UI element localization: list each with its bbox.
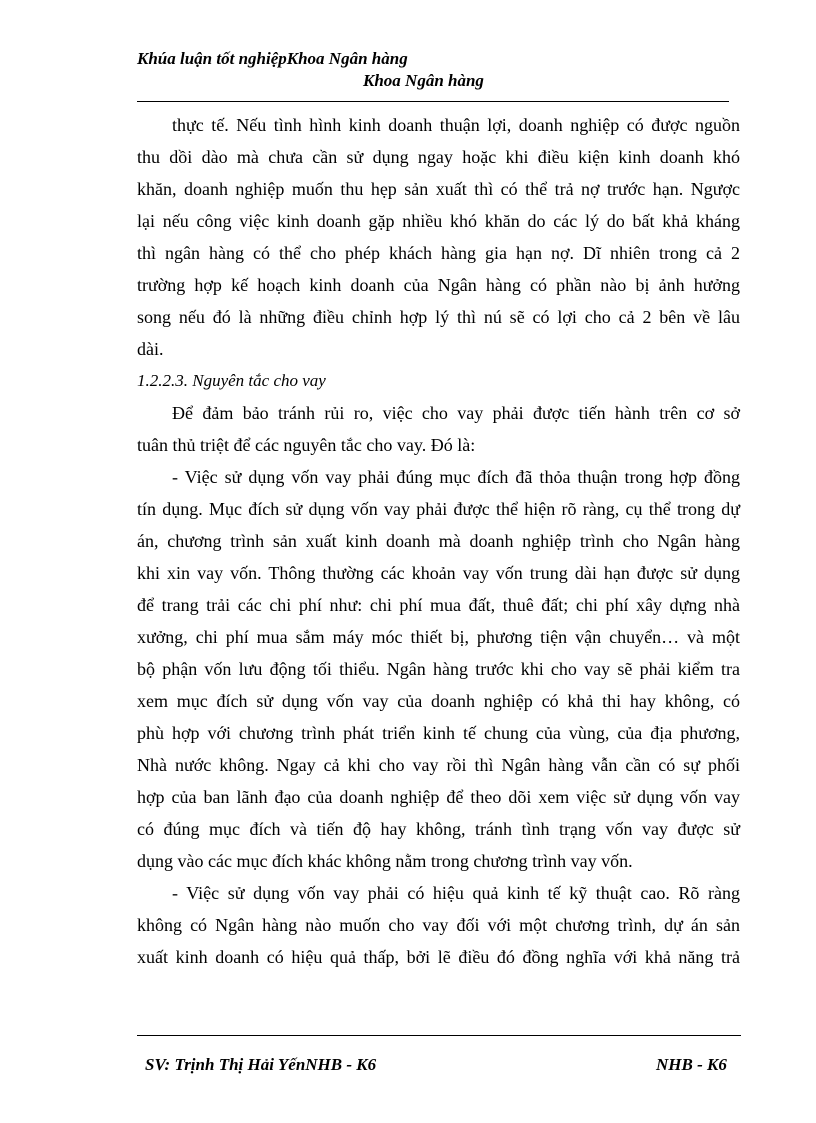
section-heading: 1.2.2.3. Nguyên tắc cho vay	[137, 371, 326, 390]
text-line: lại nếu công việc kinh doanh gặp nhiều khó khăn do các lý do bất khả kháng	[137, 211, 740, 231]
text-line: án, chương trình sản xuất kinh doanh mà doanh nghiệp trình cho Ngân hàng	[137, 531, 740, 551]
text-line: - Việc sử dụng vốn vay phải đúng mục đích đã thỏa thuận trong hợp đồng	[172, 467, 740, 487]
text-line: dụng vào các mục đích khác không nằm trong chương trình vay vốn.	[137, 851, 633, 871]
text-line: xưởng, chi phí mua sắm máy móc thiết bị, phương tiện vận chuyển… và một	[137, 627, 740, 647]
footer-author: SV: Trịnh Thị Hải YếnNHB - K6	[145, 1055, 377, 1074]
text-line: để trang trải các chi phí như: chi phí mua đất, thuê đất; chi phí xây dựng nhà	[137, 595, 740, 615]
text-line: bộ phận vốn lưu động tối thiểu. Ngân hàng trước khi cho vay sẽ phải kiểm tra	[137, 659, 740, 679]
text-line: Nhà nước không. Ngay cả khi cho vay rồi thì Ngân hàng vẫn cần có sự phối	[137, 755, 740, 775]
footer-class: NHB - K6	[656, 1055, 727, 1074]
header-title: Khúa luận tốt nghiệpKhoa Ngân hàng	[137, 49, 408, 68]
text-line: xem mục đích sử dụng vốn vay của doanh nghiệp có khả thi hay không, có	[137, 691, 740, 711]
text-line: Để đảm bảo tránh rủi ro, việc cho vay phải được tiến hành trên cơ sở	[172, 403, 740, 423]
text-line: phù hợp với chương trình phát triển kinh tế chung của vùng, của địa phương,	[137, 723, 740, 743]
text-line: trường hợp kế hoạch kinh doanh của Ngân hàng có phần nào bị ảnh hưởng	[137, 275, 740, 295]
text-line: thực tế. Nếu tình hình kinh doanh thuận lợi, doanh nghiệp có được nguồn	[172, 115, 740, 135]
text-line: tín dụng. Mục đích sử dụng vốn vay phải được thể hiện rõ ràng, cụ thể trong dự	[137, 499, 740, 519]
header-subtitle: Khoa Ngân hàng	[363, 71, 484, 90]
text-line: hợp của ban lãnh đạo của doanh nghiệp để theo dõi xem việc sử dụng vốn vay	[137, 787, 740, 807]
text-line: có đúng mục đích và tiến độ hay không, tránh tình trạng vốn vay được sử	[137, 819, 740, 839]
text-line: - Việc sử dụng vốn vay phải có hiệu quả kinh tế kỹ thuật cao. Rõ ràng	[172, 883, 740, 903]
text-line: khăn, doanh nghiệp muốn thu hẹp sản xuất thì có thể trả nợ trước hạn. Ngược	[137, 179, 740, 199]
text-line: khi xin vay vốn. Thông thường các khoản vay vốn trung dài hạn được sử dụng	[137, 563, 740, 583]
text-line: dài.	[137, 339, 164, 359]
text-line: song nếu đó là những điều chỉnh hợp lý thì nú sẽ có lợi cho cả 2 bên về lâu	[137, 307, 740, 327]
text-line: thì ngân hàng có thể cho phép khách hàng gia hạn nợ. Dĩ nhiên trong cả 2	[137, 243, 740, 263]
text-line: xuất kinh doanh có hiệu quả thấp, bởi lẽ điều đó đồng nghĩa với khả năng trả	[137, 947, 740, 967]
text-line: thu dồi dào mà chưa cần sử dụng ngay hoặc khi điều kiện kinh doanh khó	[137, 147, 740, 167]
header-divider	[137, 101, 729, 102]
text-line: không có Ngân hàng nào muốn cho vay đối với một chương trình, dự án sản	[137, 915, 740, 935]
footer-divider	[137, 1035, 741, 1036]
text-line: tuân thủ triệt để các nguyên tắc cho vay. Đó là:	[137, 435, 476, 455]
